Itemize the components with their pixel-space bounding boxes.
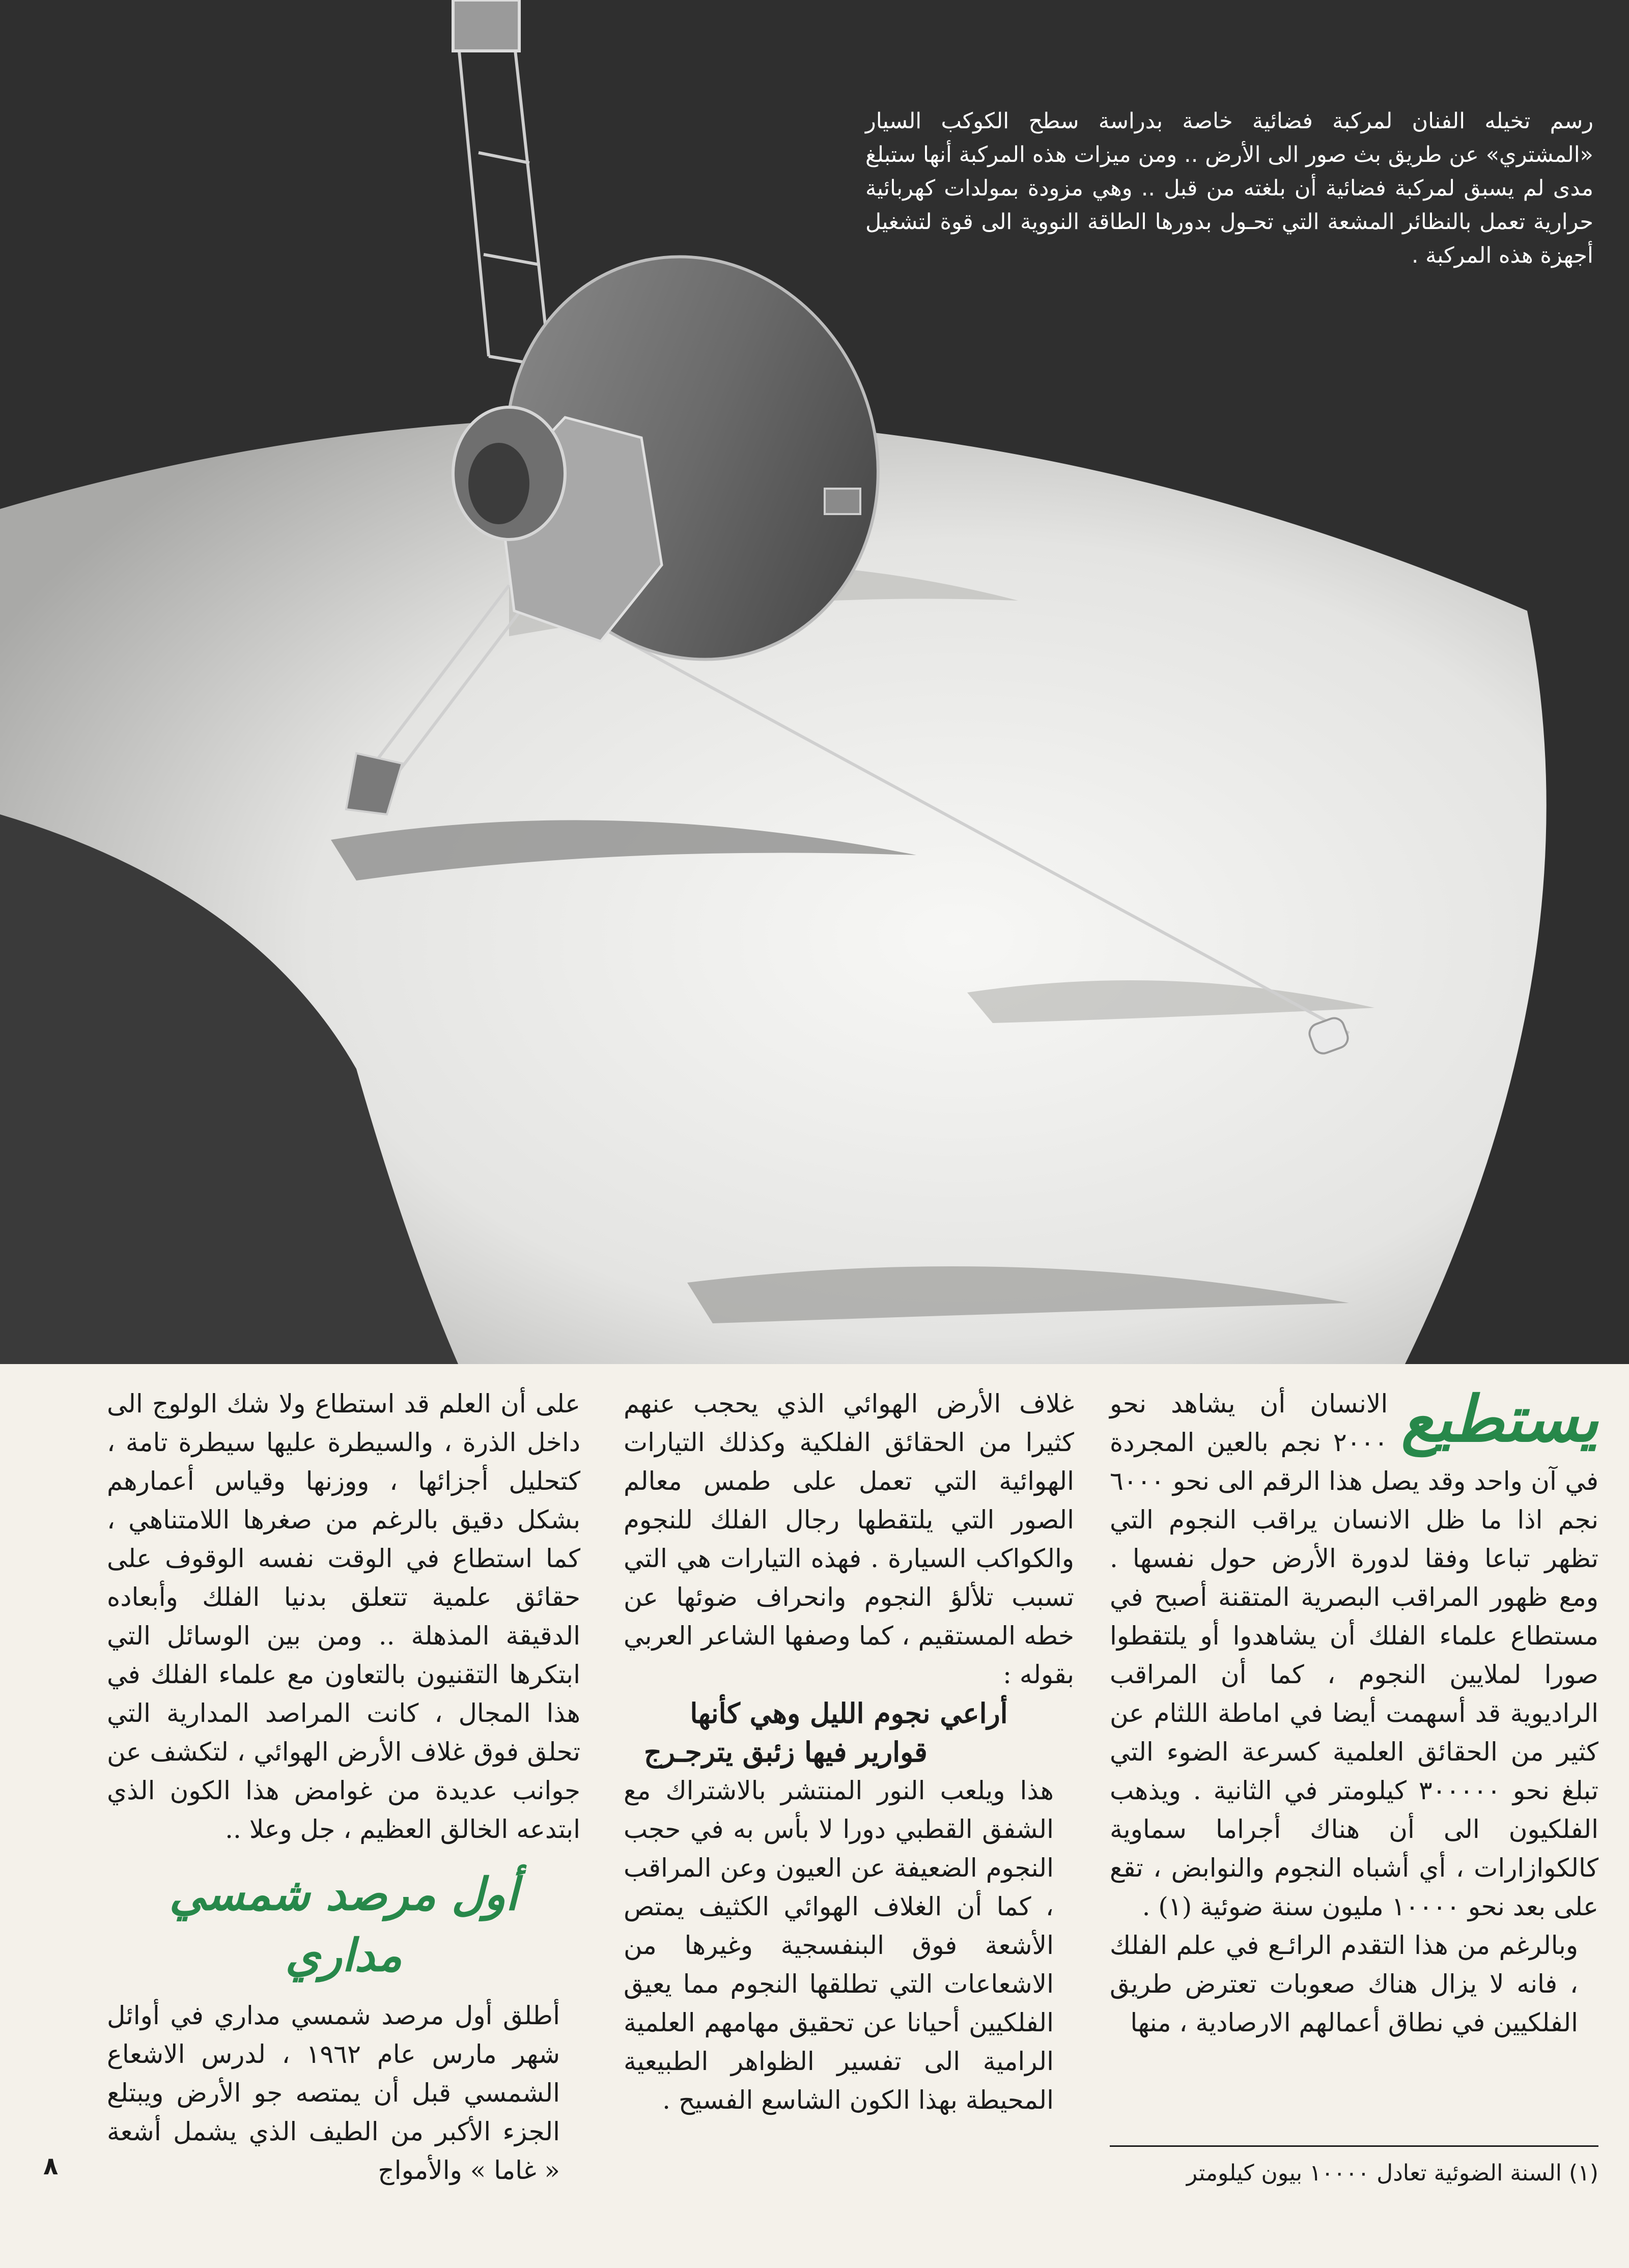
section-subheading: أول مرصد شمسي مداري <box>169 1868 518 1981</box>
article-column-middle <box>624 1384 1074 2119</box>
paragraph: وبالرغم من هذا التقدم الرائـع في علم الفلك ، فانه لا يزال هناك صعوبات تعترض طريق الفلكيين في نطاق أعمالهم الارصادية ، منها <box>1110 1931 1578 2037</box>
article-headword: يستطيع <box>1401 1383 1598 1456</box>
article-column-left <box>107 1384 580 2190</box>
paragraph: الانسان أن يشاهد نحو ٢٠٠٠ نجم بالعين المجردة في آن واحد وقد يصل هذا الرقم الى نحو ٦٠٠٠ نجم اذا ما ظل الانسان يراقب النجوم التي تظهر تباعا وفقا لدورة الأرض حول نفسها . ومع ظهور المراقب البصرية المتقنة أصبح في مستطاع علماء الفلك أن يشاهدوا أو يلتقطوا صورا لملايين النجوم ، كما أن المراقب الراديوية قد أسهمت أيضا في اماطة اللثام عن كثير من الحقائق العلمية كسرعة الضوء التي تبلغ نحو ٣٠٠٠٠٠ كيلومتر في الثانية . ويذهب الفلكيون الى أن هناك أجراما سماوية كالكوازارات ، أي أشباه النجوم والنوابض ، تقع على بعد نحو ١٠٠٠٠ مليون سنة ضوئية (١) . <box>1110 1389 1598 1921</box>
paragraph: على أن العلم قد استطاع ولا شك الولوج الى داخل الذرة ، والسيطرة عليها سيطرة تامة ، كتحليل أجزائها ، ووزنها وقياس أعمارهم بشكل دقيق بالرغم من صغرها اللامتناهي ، كما استطاع في الوقت نفسه الوقوف على حقائق علمية تتعلق بدنيا الفلك وأبعاده الدقيقة المذهلة .. ومن بين الوسائل التي ابتكرها التقنيون بالتعاون مع علماء الفلك في هذا المجال ، كانت المراصد المدارية التي تحلق فوق غلاف الأرض الهوائي ، لتكشف عن جوانب عديدة من غوامض هذا الكون الذي ابتدعه الخالق العظيم ، جل وعلا .. <box>107 1389 580 1844</box>
rtg-generator <box>825 489 860 514</box>
footnote-divider <box>1110 2145 1598 2147</box>
poem-verse-second: قوارير فيها زئبق يترجـرج <box>644 1736 928 1768</box>
paragraph: غلاف الأرض الهوائي الذي يحجب عنهم كثيرا من الحقائق الفلكية وكذلك التيارات الهوائية التي تعمل على طمس معالم الصور التي يلتقطها رجال الفلك للنجوم والكواكب السيارة . فهذه التيارات هي التي تسبب تلألؤ النجوم وانحراف ضوئها عن خطه المستقيم ، كما وصفها الشاعر العربي بقوله : <box>624 1389 1074 1689</box>
footnote: (١) السنة الضوئية تعادل ١٠٠٠٠ بيون كيلومتر <box>1186 2160 1598 2186</box>
poem-verse-first: أراعي نجوم الليل وهي كأنها <box>690 1697 1008 1730</box>
page-number: ٨ <box>43 2152 59 2180</box>
paragraph: هذا ويلعب النور المنتشر بالاشتراك مع الشفق القطبي دورا لا بأس به في حجب النجوم الضعيفة عن العيون وعن المراقب ، كما أن الغلاف الهوائي الكثيف يمتص الأشعة فوق البنفسجية وغيرها من الاشعاعات التي تطلقها النجوم مما يعيق الفلكيين أحيانا عن تحقيق مهامهم العلمية الرامية الى تفسير الظواهر الطبيعية المحيطة بهذا الكون الشاسع الفسيح . <box>624 1776 1054 2115</box>
instrument-aperture <box>468 443 529 524</box>
image-caption: رسم تخيله الفنان لمركبة فضائية خاصة بدراسة سطح الكوكب السيار «المشتري» عن طريق بث صور الى الأرض .. ومن ميزات هذه المركبة أنها ستبلغ مدى لم يسبق لمركبة فضائية أن بلغته من قبل .. وهي مزودة بمولدات كهربائية حرارية تعمل بالنظائر المشعة التي تحـول بدورها الطاقة النووية الى قوة لتشغيل أجهزة هذه المركبة . <box>865 108 1593 268</box>
paragraph: أطلق أول مرصد شمسي مداري في أوائل شهر مارس عام ١٩٦٢ ، لدرس الاشعاع الشمسي قبل أن يمتصه جو الأرض ويبتلع الجزء الأكبر من الطيف الذي يشمل أشعة « غاما » والأمواج <box>107 2001 560 2185</box>
article-column-right <box>1110 1384 1598 2042</box>
